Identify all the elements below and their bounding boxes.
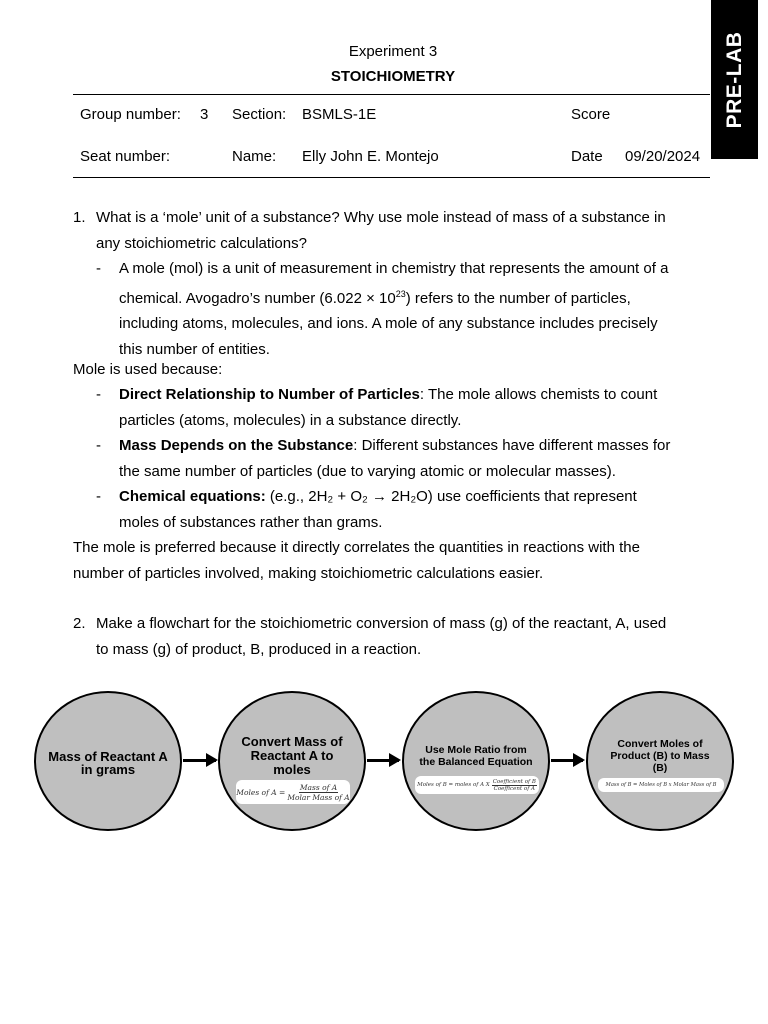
score-label: Score: [571, 106, 611, 123]
mole-definition: [119, 256, 694, 362]
pre-lab-label: PRE-LAB: [722, 31, 746, 128]
date-value: 09/20/2024: [625, 148, 701, 165]
definition-line-1: A mole (mol) is a unit of measurement in chemistry that represents the amount of a: [119, 260, 669, 277]
bullet-2-dash: -: [96, 437, 101, 454]
bullet-3-line-2: moles of substances rather than grams.: [119, 513, 383, 531]
step-2-formula-numerator: Mass of A: [299, 782, 338, 792]
question-1-line-1: What is a ‘mole’ unit of a substance? Why use mole instead of mass of a substance in: [96, 209, 666, 226]
definition-line-3: including atoms, molecules, and ions. A mole of any substance includes precisely: [119, 315, 658, 332]
step-4-formula: Mass of B = Moles of B x Molar Mass of B: [598, 778, 724, 792]
bullet-3-dash: -: [96, 488, 101, 505]
step-3-text: Use Mole Ratio from the Balanced Equation: [419, 744, 533, 768]
definition-line-2b: ) refers to the number of particles,: [405, 289, 631, 307]
step-4-text: Convert Moles of Product (B) to Mass (B): [610, 738, 710, 774]
conclusion-line-2: number of particles involved, making stoichiometric calculations easier.: [73, 564, 544, 582]
bullet-3: [119, 484, 694, 535]
group-label: Group number:: [80, 106, 181, 123]
bullet-3-title: Chemical equations:: [119, 488, 266, 505]
question-2-line-1: Make a flowchart for the stoichiometric conversion of mass (g) of the reactant, A, used: [96, 615, 667, 632]
page-title: STOICHIOMETRY: [330, 68, 456, 85]
definition-line-2: [119, 282, 694, 312]
bullet-1-title: Direct Relationship to Number of Particles: [119, 386, 420, 403]
bullet-1-dash: -: [96, 386, 101, 403]
bullet-2-title: Mass Depends on the Substance: [119, 437, 354, 454]
bullet-2: [119, 433, 694, 484]
header-rule-top: [73, 94, 710, 95]
question-2-line-2: to mass (g) of product, B, produced in a reaction.: [96, 640, 422, 658]
arrow-3-icon: [551, 759, 583, 762]
question-2-number: 2.: [73, 615, 86, 632]
step-3-formula-numerator: Coefficient of B: [492, 778, 536, 785]
step-1-text: Mass of Reactant A in grams: [48, 749, 168, 777]
flowchart-step-1: [34, 691, 182, 831]
flowchart-step-3: [402, 691, 550, 831]
bullet-1-text: : The mole allows chemists to count: [419, 386, 658, 403]
step-2-formula: [236, 780, 350, 804]
bullet-2-text: : Different substances have different masses for: [353, 437, 671, 454]
experiment-number: Experiment 3: [348, 43, 438, 60]
reason-intro: Mole is used because:: [73, 361, 223, 378]
step-3-formula: [415, 776, 539, 794]
step-3-formula-lhs: Moles of B = moles of A X: [417, 782, 490, 788]
header-rule-bottom: [73, 177, 710, 178]
question-1-number: 1.: [73, 209, 86, 226]
section-value: BSMLS-1E: [302, 106, 377, 123]
date-label: Date: [571, 148, 603, 165]
arrow-2-icon: [367, 759, 399, 762]
conclusion: [73, 535, 694, 586]
seat-label: Seat number:: [80, 148, 171, 165]
section-label: Section:: [232, 106, 287, 123]
bullet-2-line-2: the same number of particles (due to varying atomic or molecular masses).: [119, 462, 616, 480]
flowchart-step-4: [586, 691, 734, 831]
pre-lab-tab: [711, 0, 758, 159]
group-value: 3: [200, 106, 209, 123]
answer-dash: -: [96, 260, 101, 277]
question-1-line-2: any stoichiometric calculations?: [96, 234, 307, 252]
name-label: Name:: [232, 148, 277, 165]
bullet-1: [119, 382, 694, 433]
avogadro-exponent: 23: [395, 288, 406, 299]
step-2-formula-lhs: Moles of A =: [236, 787, 286, 797]
bullet-3-text: (e.g., 2H₂ + O₂ → 2H₂O) use coefficients that represent: [265, 488, 637, 505]
step-2-formula-denominator: Molar Mass of A: [287, 792, 350, 802]
step-3-formula-denominator: Coefficent of A: [493, 785, 535, 792]
definition-line-4: this number of entities.: [119, 340, 270, 358]
conclusion-line-1: The mole is preferred because it directly correlates the quantities in reactions with the: [73, 539, 640, 556]
question-1-text: [96, 205, 694, 256]
step-2-text: Convert Mass of Reactant A to moles: [241, 734, 343, 777]
definition-line-2a: chemical. Avogadro’s number (6.022 × 10: [119, 289, 396, 307]
name-value: Elly John E. Montejo: [302, 148, 439, 165]
arrow-1-icon: [183, 759, 216, 762]
question-2-text: [96, 611, 694, 662]
flowchart-step-2: [218, 691, 366, 831]
bullet-1-line-2: particles (atoms, molecules) in a substance directly.: [119, 411, 462, 429]
